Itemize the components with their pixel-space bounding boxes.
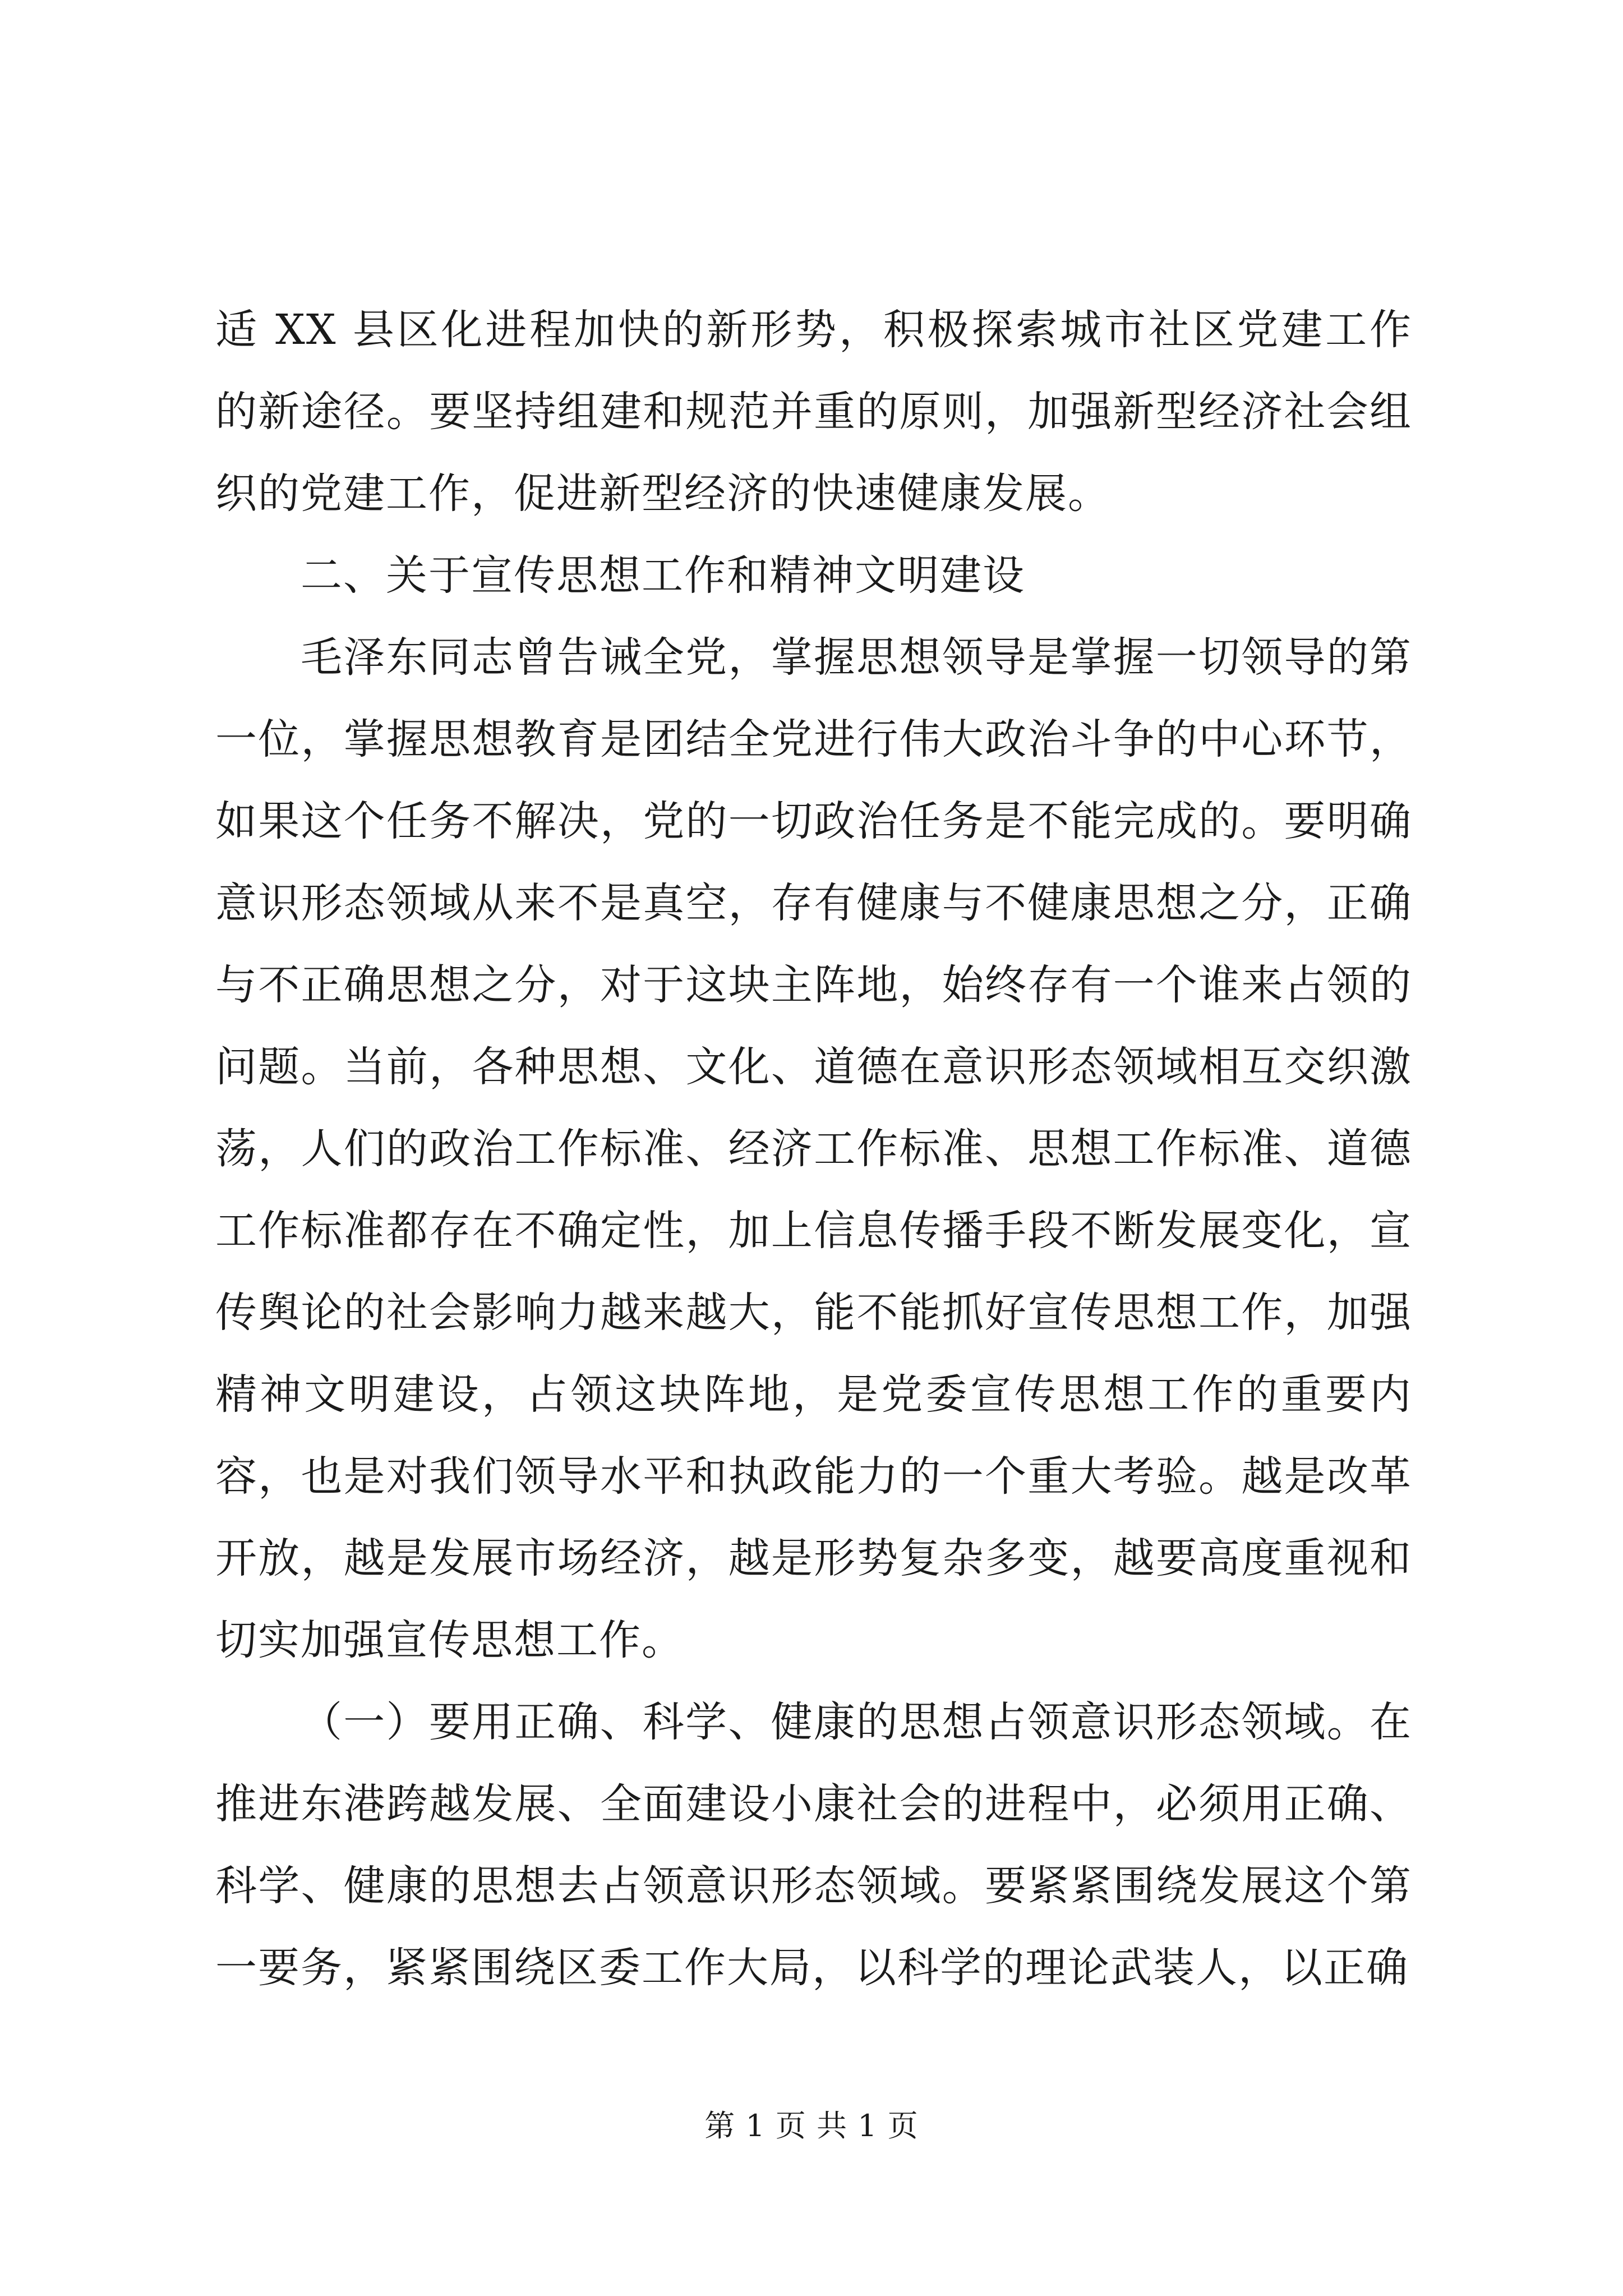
paragraph-continuation: 适 XX 县区化进程加快的新形势，积极探索城市社区党建工作的新途径。要坚持组建和规范并重的原则，加强新型经济社会组织的党建工作，促进新型经济的快速健康发展。 <box>215 306 1412 518</box>
paragraph-ideology: 毛泽东同志曾告诫全党，掌握思想领导是掌握一切领导的第一位，掌握思想教育是团结全党进行伟大政治斗争的中心环节，如果这个任务不解决，党的一切政治任务是不能完成的。要明确意识形态领域从来不是真空，存有健康与不健康思想之分，正确与不正确思想之分，对于这块主阵地，始终存有一个谁来占领的问题。当前，各种思想、文化、道德在意识形态领域相互交织激荡，人们的政治工作标准、经济工作标准、思想工作标准、道德工作标准都存在不确定性，加上信息传播手段不断发展变化，宣传舆论的社会影响力越来越大，能不能抓好宣传思想工作，加强精神文明建设，占领这块阵地，是党委宣传思想工作的重要内容，也是对我们领导水平和执政能力的一个重大考验。越是改革开放，越是发展市场经济，越是形势复杂多变，越要高度重视和切实加强宣传思想工作。 <box>215 633 1412 1664</box>
paragraph-subsection-one: （一）要用正确、科学、健康的思想占领意识形态领域。在推进东港跨越发展、全面建设小康社会的进程中，必须用正确、科学、健康的思想去占领意识形态领域。要紧紧围绕发展这个第一要务，紧紧围绕区委工作大局，以科学的理论武装人，以正确 <box>215 1698 1412 1992</box>
page-number-footer: 第 1 页 共 1 页 <box>704 2108 919 2143</box>
document-body <box>215 289 1412 2009</box>
section-heading: 二、关于宣传思想工作和精神文明建设 <box>301 551 1025 600</box>
